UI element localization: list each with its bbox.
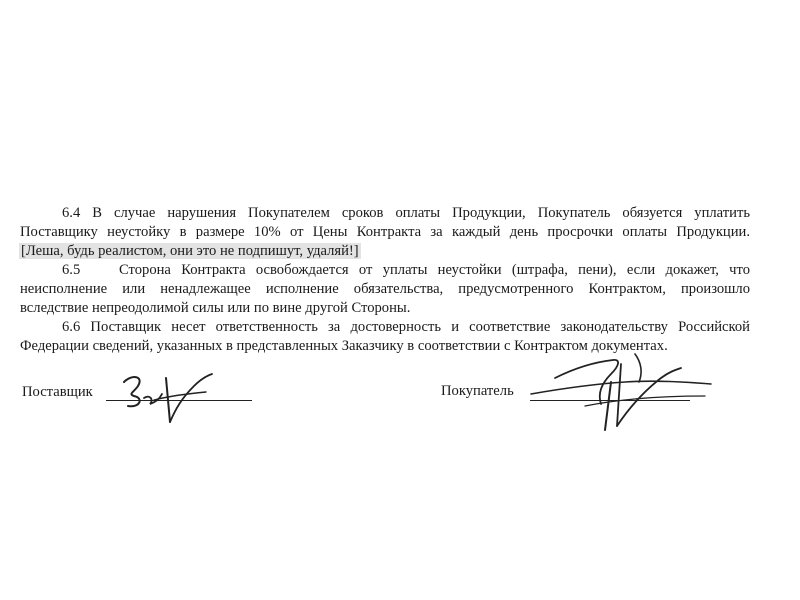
comment-note: [Леша, будь реалистом, они это не подпишут, удаляй!] [21,243,359,259]
comment-note-wrapper [19,242,361,261]
clause-6-5-line-1: Сторона Контракта освобождается от уплаты неустойки (штрафа, пени), если докажет, что [119,262,750,278]
buyer-signature-icon [525,348,715,436]
clause-6-4-line-1: 6.4 В случае нарушения Покупателем сроков оплаты Продукции, Покупатель обязуется уплатить [62,205,750,221]
clause-6-6-line-2: Федерации сведений, указанных в представленных Заказчику в соответствии с Контрактом документах. [20,338,668,354]
clause-6-5-line-3: вследствие непреодолимой силы или по вине другой Стороны. [20,300,411,316]
clause-6-4-line-2: Поставщику неустойку в размере 10% от Цены Контракта за каждый день просрочки оплаты Продукции. [20,224,750,240]
clause-6-6-line-1: 6.6 Поставщик несет ответственность за достоверность и соответствие законодательству Российской [62,319,750,335]
clause-6-5-number: 6.5 [62,262,81,278]
clause-6-5-line-2: неисполнение или ненадлежащее исполнение обязательства, предусмотренного Контрактом, произошло [20,281,750,297]
supplier-label: Поставщик [22,384,93,400]
buyer-label: Покупатель [441,383,514,399]
supplier-signature-icon [110,364,220,430]
